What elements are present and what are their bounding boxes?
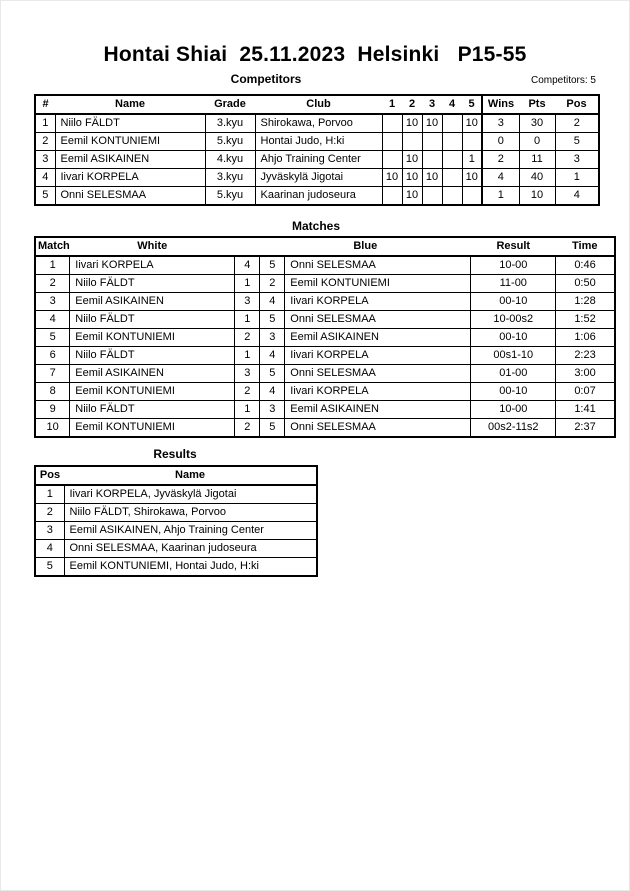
match-time: 2:23 xyxy=(556,347,615,365)
competitor-pts: 10 xyxy=(519,187,555,206)
col-header-opp1: 1 xyxy=(382,95,402,114)
result-row xyxy=(35,540,317,558)
match-blue-competitor-number: 5 xyxy=(260,256,285,275)
score-vs-3: 10 xyxy=(422,169,442,187)
competitor-pts: 30 xyxy=(519,114,555,133)
score-vs-5: 10 xyxy=(462,114,482,133)
match-row xyxy=(35,401,615,419)
results-heading: Results xyxy=(153,447,197,461)
result-name: Iivari KORPELA, Jyväskylä Jigotai xyxy=(64,485,317,504)
score-vs-2: 10 xyxy=(402,151,422,169)
score-vs-4 xyxy=(442,151,462,169)
result-row xyxy=(35,558,317,577)
competitor-number: 5 xyxy=(35,187,55,206)
result-pos: 1 xyxy=(35,485,64,504)
match-white-name: Eemil KONTUNIEMI xyxy=(70,329,235,347)
match-blue-competitor-number: 3 xyxy=(260,329,285,347)
match-blue-competitor-number: 4 xyxy=(260,293,285,311)
match-result: 11-00 xyxy=(471,275,556,293)
match-white-competitor-number: 1 xyxy=(235,347,260,365)
competitor-pos: 3 xyxy=(555,151,599,169)
col-header-grade: Grade xyxy=(205,95,255,114)
competitor-club: Shirokawa, Porvoo xyxy=(255,114,382,133)
competitor-wins: 1 xyxy=(482,187,519,206)
match-white-competitor-number: 2 xyxy=(235,383,260,401)
match-white-name: Eemil KONTUNIEMI xyxy=(70,419,235,438)
score-vs-3 xyxy=(422,151,442,169)
match-result: 00-10 xyxy=(471,293,556,311)
score-vs-1 xyxy=(382,151,402,169)
competitor-wins: 3 xyxy=(482,114,519,133)
competitor-number: 1 xyxy=(35,114,55,133)
match-number: 8 xyxy=(35,383,70,401)
competitor-grade: 5.kyu xyxy=(205,187,255,206)
competitor-row xyxy=(35,169,599,187)
match-blue-name: Eemil KONTUNIEMI xyxy=(285,275,471,293)
competitors-heading: Competitors xyxy=(230,72,302,86)
competitor-number: 3 xyxy=(35,151,55,169)
match-white-name: Eemil KONTUNIEMI xyxy=(70,383,235,401)
match-blue-name: Onni SELESMAA xyxy=(285,419,471,438)
competitor-row xyxy=(35,151,599,169)
col-header-white-number xyxy=(235,237,260,256)
match-blue-competitor-number: 5 xyxy=(260,311,285,329)
col-header-name: Name xyxy=(55,95,205,114)
match-white-competitor-number: 1 xyxy=(235,275,260,293)
result-name: Eemil ASIKAINEN, Ahjo Training Center xyxy=(64,522,317,540)
score-vs-2: 10 xyxy=(402,169,422,187)
match-row xyxy=(35,365,615,383)
competitor-club: Ahjo Training Center xyxy=(255,151,382,169)
competitor-row xyxy=(35,133,599,151)
match-white-competitor-number: 3 xyxy=(235,293,260,311)
match-blue-name: Iivari KORPELA xyxy=(285,347,471,365)
score-vs-3 xyxy=(422,133,442,151)
result-pos: 5 xyxy=(35,558,64,577)
competitor-wins: 0 xyxy=(482,133,519,151)
match-blue-competitor-number: 4 xyxy=(260,347,285,365)
col-header-time: Time xyxy=(556,237,615,256)
match-row xyxy=(35,347,615,365)
col-header-club: Club xyxy=(255,95,382,114)
result-row xyxy=(35,504,317,522)
match-result: 00-10 xyxy=(471,383,556,401)
result-pos: 3 xyxy=(35,522,64,540)
score-vs-1 xyxy=(382,133,402,151)
competitor-pos: 1 xyxy=(555,169,599,187)
competitor-wins: 4 xyxy=(482,169,519,187)
results-header-row xyxy=(35,466,317,485)
match-blue-name: Onni SELESMAA xyxy=(285,365,471,383)
match-white-name: Niilo FÄLDT xyxy=(70,401,235,419)
score-vs-4 xyxy=(442,187,462,206)
match-row xyxy=(35,419,615,438)
page-title: Hontai Shiai 25.11.2023 Helsinki P15-55 xyxy=(103,43,527,66)
match-blue-name: Onni SELESMAA xyxy=(285,311,471,329)
match-number: 2 xyxy=(35,275,70,293)
competitors-header-row xyxy=(35,95,599,114)
match-white-competitor-number: 1 xyxy=(235,311,260,329)
col-header-number: # xyxy=(35,95,55,114)
competitor-grade: 3.kyu xyxy=(205,169,255,187)
competitors-table xyxy=(34,94,600,206)
match-number: 3 xyxy=(35,293,70,311)
match-result: 10-00 xyxy=(471,256,556,275)
col-header-white: White xyxy=(70,237,235,256)
col-header-name: Name xyxy=(64,466,317,485)
matches-heading: Matches xyxy=(291,219,341,233)
match-number: 4 xyxy=(35,311,70,329)
match-time: 1:06 xyxy=(556,329,615,347)
match-blue-competitor-number: 3 xyxy=(260,401,285,419)
match-row xyxy=(35,275,615,293)
col-header-pos: Pos xyxy=(35,466,64,485)
match-blue-competitor-number: 4 xyxy=(260,383,285,401)
competitor-pts: 11 xyxy=(519,151,555,169)
score-vs-5 xyxy=(462,187,482,206)
competitor-grade: 5.kyu xyxy=(205,133,255,151)
score-vs-5: 1 xyxy=(462,151,482,169)
competitor-club: Jyväskylä Jigotai xyxy=(255,169,382,187)
score-vs-1: 10 xyxy=(382,169,402,187)
match-number: 6 xyxy=(35,347,70,365)
competitors-heading-row xyxy=(1,72,629,88)
competitor-pts: 0 xyxy=(519,133,555,151)
competitor-name: Onni SELESMAA xyxy=(55,187,205,206)
col-header-pos: Pos xyxy=(555,95,599,114)
competitor-row xyxy=(35,187,599,206)
competitor-pts: 40 xyxy=(519,169,555,187)
competitor-name: Iivari KORPELA xyxy=(55,169,205,187)
match-time: 0:46 xyxy=(556,256,615,275)
competitor-wins: 2 xyxy=(482,151,519,169)
score-vs-5 xyxy=(462,133,482,151)
result-name: Niilo FÄLDT, Shirokawa, Porvoo xyxy=(64,504,317,522)
match-blue-competitor-number: 5 xyxy=(260,365,285,383)
matches-table xyxy=(34,236,616,438)
match-white-name: Niilo FÄLDT xyxy=(70,347,235,365)
match-result: 10-00 xyxy=(471,401,556,419)
competitor-pos: 5 xyxy=(555,133,599,151)
competitor-name: Niilo FÄLDT xyxy=(55,114,205,133)
result-name: Onni SELESMAA, Kaarinan judoseura xyxy=(64,540,317,558)
match-blue-name: Onni SELESMAA xyxy=(285,256,471,275)
match-row xyxy=(35,293,615,311)
match-blue-name: Iivari KORPELA xyxy=(285,383,471,401)
match-result: 00-10 xyxy=(471,329,556,347)
match-number: 10 xyxy=(35,419,70,438)
score-vs-2: 10 xyxy=(402,187,422,206)
match-time: 1:52 xyxy=(556,311,615,329)
result-name: Eemil KONTUNIEMI, Hontai Judo, H:ki xyxy=(64,558,317,577)
result-pos: 2 xyxy=(35,504,64,522)
col-header-opp5: 5 xyxy=(462,95,482,114)
competitor-grade: 3.kyu xyxy=(205,114,255,133)
match-result: 10-00s2 xyxy=(471,311,556,329)
match-number: 9 xyxy=(35,401,70,419)
match-white-name: Niilo FÄLDT xyxy=(70,311,235,329)
match-time: 0:07 xyxy=(556,383,615,401)
competitor-club: Hontai Judo, H:ki xyxy=(255,133,382,151)
competitor-row xyxy=(35,114,599,133)
match-blue-name: Eemil ASIKAINEN xyxy=(285,401,471,419)
match-blue-competitor-number: 2 xyxy=(260,275,285,293)
score-vs-2 xyxy=(402,133,422,151)
score-vs-1 xyxy=(382,187,402,206)
match-white-competitor-number: 2 xyxy=(235,419,260,438)
match-time: 0:50 xyxy=(556,275,615,293)
score-vs-2: 10 xyxy=(402,114,422,133)
col-header-opp2: 2 xyxy=(402,95,422,114)
match-result: 00s1-10 xyxy=(471,347,556,365)
score-vs-4 xyxy=(442,133,462,151)
match-time: 1:28 xyxy=(556,293,615,311)
competitor-number: 2 xyxy=(35,133,55,151)
competitor-club: Kaarinan judoseura xyxy=(255,187,382,206)
match-white-competitor-number: 4 xyxy=(235,256,260,275)
competitors-count: Competitors: 5 xyxy=(530,75,596,86)
match-white-name: Niilo FÄLDT xyxy=(70,275,235,293)
col-header-opp3: 3 xyxy=(422,95,442,114)
match-blue-competitor-number: 5 xyxy=(260,419,285,438)
col-header-blue: Blue xyxy=(260,237,471,256)
match-time: 1:41 xyxy=(556,401,615,419)
match-row xyxy=(35,383,615,401)
result-pos: 4 xyxy=(35,540,64,558)
score-vs-3: 10 xyxy=(422,114,442,133)
result-row xyxy=(35,522,317,540)
competitor-name: Eemil ASIKAINEN xyxy=(55,151,205,169)
score-vs-4 xyxy=(442,114,462,133)
match-row xyxy=(35,256,615,275)
score-vs-3 xyxy=(422,187,442,206)
match-time: 3:00 xyxy=(556,365,615,383)
competitor-pos: 2 xyxy=(555,114,599,133)
match-time: 2:37 xyxy=(556,419,615,438)
match-white-name: Iivari KORPELA xyxy=(70,256,235,275)
match-white-competitor-number: 3 xyxy=(235,365,260,383)
match-result: 00s2-11s2 xyxy=(471,419,556,438)
match-row xyxy=(35,329,615,347)
match-white-competitor-number: 1 xyxy=(235,401,260,419)
competitor-name: Eemil KONTUNIEMI xyxy=(55,133,205,151)
match-row xyxy=(35,311,615,329)
competitor-number: 4 xyxy=(35,169,55,187)
score-vs-4 xyxy=(442,169,462,187)
col-header-opp4: 4 xyxy=(442,95,462,114)
results-table xyxy=(34,465,318,577)
match-number: 5 xyxy=(35,329,70,347)
result-row xyxy=(35,485,317,504)
competitor-pos: 4 xyxy=(555,187,599,206)
col-header-match: Match xyxy=(35,237,70,256)
match-blue-name: Iivari KORPELA xyxy=(285,293,471,311)
match-white-name: Eemil ASIKAINEN xyxy=(70,365,235,383)
score-vs-1 xyxy=(382,114,402,133)
matches-header-row xyxy=(35,237,615,256)
competitor-grade: 4.kyu xyxy=(205,151,255,169)
col-header-wins: Wins xyxy=(482,95,519,114)
match-number: 7 xyxy=(35,365,70,383)
match-white-competitor-number: 2 xyxy=(235,329,260,347)
match-result: 01-00 xyxy=(471,365,556,383)
col-header-pts: Pts xyxy=(519,95,555,114)
match-number: 1 xyxy=(35,256,70,275)
score-vs-5: 10 xyxy=(462,169,482,187)
match-white-name: Eemil ASIKAINEN xyxy=(70,293,235,311)
match-blue-name: Eemil ASIKAINEN xyxy=(285,329,471,347)
col-header-result: Result xyxy=(471,237,556,256)
